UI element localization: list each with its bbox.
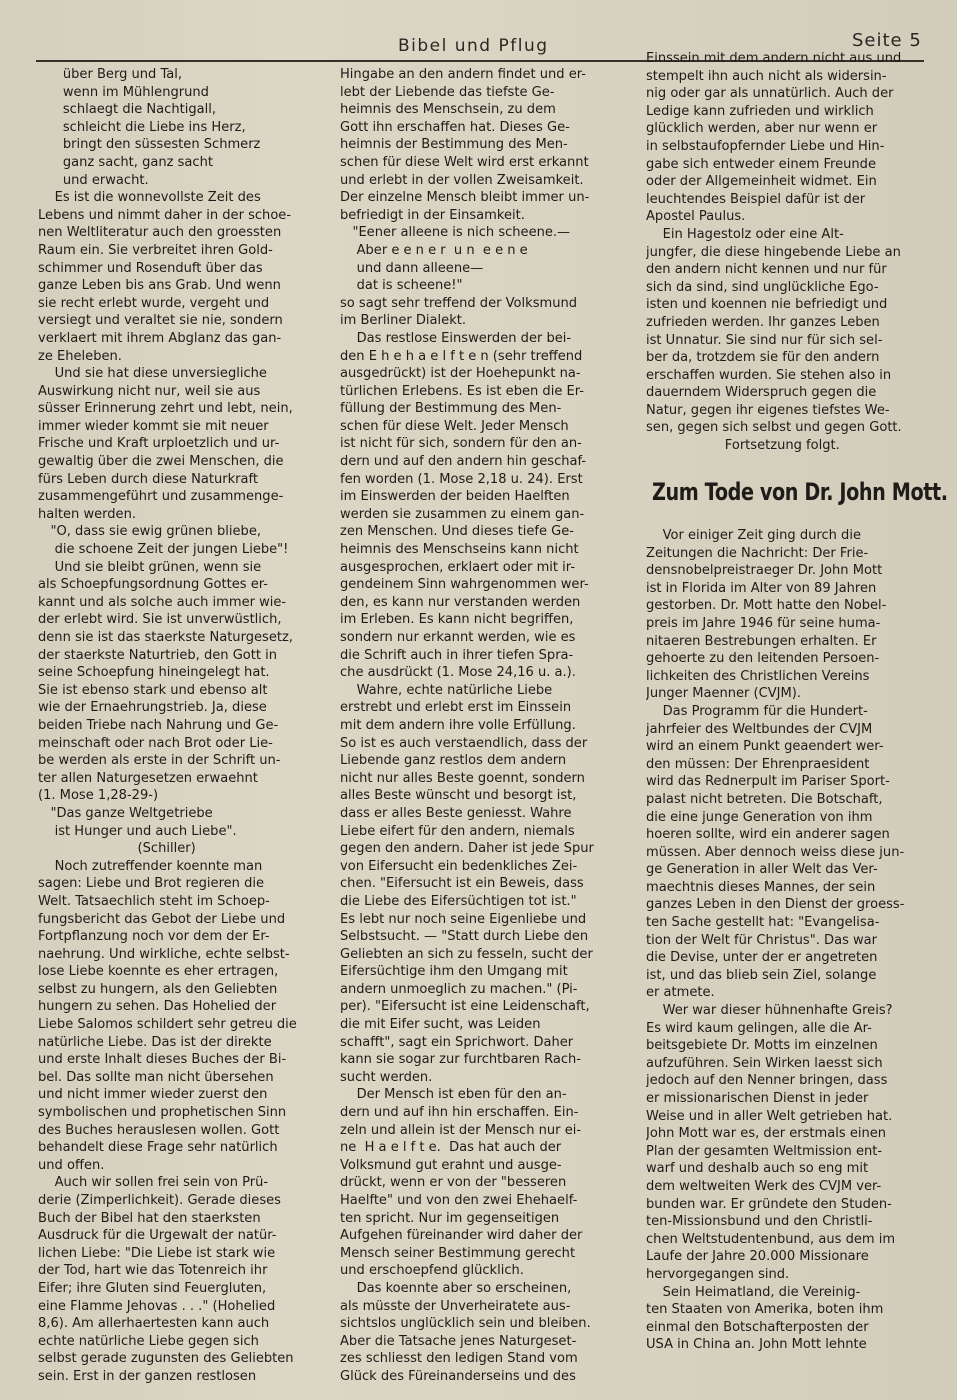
text-line: lebt der Liebende das tiefste Ge- xyxy=(340,84,555,100)
text-line: Auch wir sollen frei sein von Prü- xyxy=(38,1175,269,1191)
text-line: versiegt und veraltet sie nie, sondern xyxy=(38,313,283,329)
text-line: ten spricht. Nur im gegenseitigen xyxy=(340,1210,560,1226)
text-line: er atmete. xyxy=(646,985,715,1001)
text-line: müssen. Aber dennoch weiss diese jun- xyxy=(646,844,905,860)
text-column-3-article xyxy=(646,527,942,1400)
text-line: schleicht die Liebe ins Herz, xyxy=(38,119,246,135)
text-line: zusammengeführt und zusammenge- xyxy=(38,489,284,505)
text-line: sein. Erst in der ganzen restlosen xyxy=(38,1368,257,1384)
text-line: Einssein mit dem andern nicht aus und xyxy=(646,51,902,66)
text-line: ist nicht für sich, sondern für den an- xyxy=(340,436,582,452)
article-headline: Zum Tode von Dr. John Mott. xyxy=(652,478,948,506)
text-line: Es lebt nur noch seine Eigenliebe und xyxy=(340,911,587,927)
text-line: füllung der Bestimmung des Men- xyxy=(340,401,562,417)
text-line: Aber die Tatsache jenes Naturgeset- xyxy=(340,1333,577,1349)
text-line: Liebe eifert für den andern, niemals xyxy=(340,823,575,839)
text-line: dauerndem Widerspruch gegen die xyxy=(646,385,877,401)
text-line: jedoch auf den Nenner bringen, dass xyxy=(646,1073,888,1089)
text-line: eine Flamme Jehovas . . ." (Hohelied xyxy=(38,1298,276,1314)
text-line: den E h e h a e l f t e n (sehr treffend xyxy=(340,348,583,364)
text-line: Sein Heimatland, die Vereinig- xyxy=(646,1284,861,1300)
text-line: Ausdruck für die Urgewalt der natür- xyxy=(38,1228,277,1244)
text-line: ausgesprochen, erklaert oder mit ir- xyxy=(340,559,576,575)
text-line: dat is scheene!" xyxy=(340,278,463,294)
text-line: lichen Liebe: "Die Liebe ist stark wie xyxy=(38,1245,276,1261)
text-line: gegen den andern. Daher ist jede Spur xyxy=(340,841,594,857)
text-line: stempelt ihn auch nicht als widersin- xyxy=(646,68,887,84)
text-line: gestorben. Dr. Mott hatte den Nobel- xyxy=(646,598,887,614)
text-line: Aber e e n e r u n e e n e xyxy=(340,242,528,258)
text-line: jahrfeier des Weltbundes der CVJM xyxy=(646,721,873,737)
text-column-2 xyxy=(340,66,640,1400)
text-line: Glück des Füreinanderseins und des xyxy=(340,1368,576,1384)
text-line: Welt. Tatsaechlich steht im Schoep- xyxy=(38,893,270,909)
text-line: drückt, wenn er von der "besseren xyxy=(340,1175,567,1191)
text-line: maechtnis dieses Mannes, der sein xyxy=(646,879,876,895)
text-line: Apostel Paulus. xyxy=(646,209,746,225)
text-line: lichkeiten des Christlichen Vereins xyxy=(646,668,870,684)
text-line: der erlebt wird. Sie ist unverwüstlich, xyxy=(38,612,282,628)
text-line: chen. "Eifersucht ist ein Beweis, dass xyxy=(340,876,584,892)
text-line: zes schliesst den ledigen Stand vom xyxy=(340,1351,578,1367)
text-line: und erwacht. xyxy=(38,172,149,188)
text-line: erschaffen wurden. Sie stehen also in xyxy=(646,367,892,383)
text-line: Geliebten an sich zu fesseln, sucht der xyxy=(340,946,593,962)
text-line: hoeren sollte, wird ein anderer sagen xyxy=(646,827,890,843)
text-line: die Liebe des Eifersüchtigen tot ist." xyxy=(340,893,577,909)
text-line: den müssen: Der Ehrenpraesident xyxy=(646,756,870,772)
text-line: im Berliner Dialekt. xyxy=(340,313,467,329)
text-line: Frische und Kraft urploetzlich und ur- xyxy=(38,436,280,452)
text-line: beitsgebiete Dr. Motts im einzelnen xyxy=(646,1038,878,1054)
text-line: Vor einiger Zeit ging durch die xyxy=(646,528,861,543)
text-line: Noch zutreffender koennte man xyxy=(38,858,263,874)
text-line: über Berg und Tal, xyxy=(38,67,183,82)
text-column-1 xyxy=(38,66,334,1400)
text-line: heimnis des Menschsein, zu dem xyxy=(340,102,556,118)
text-line: nitaeren Bestrebungen erhalten. Er xyxy=(646,633,877,649)
text-line: und erschoepfend glücklich. xyxy=(340,1263,524,1279)
text-line: fungsbericht das Gebot der Liebe und xyxy=(38,911,286,927)
text-line: wird an einem Punkt geaendert wer- xyxy=(646,739,884,755)
text-line: Plan der gesamten Weltmission ent- xyxy=(646,1143,883,1159)
text-line: Volksmund gut erahnt und ausge- xyxy=(340,1157,562,1173)
text-line: ter allen Naturgesetzen erwaehnt xyxy=(38,770,258,786)
text-line: die Devise, unter der er angetreten xyxy=(646,950,878,966)
text-line: Der einzelne Mensch bleibt immer un- xyxy=(340,190,590,206)
text-line: selbst zu hungern, als den Geliebten xyxy=(38,981,278,997)
text-line: der Tod, hart wie das Totenreich ihr xyxy=(38,1263,268,1279)
text-line: schlaegt die Nachtigall, xyxy=(38,102,217,118)
text-line: heimnis des Menschseins kann nicht xyxy=(340,542,579,558)
text-line: einmal den Botschafterposten der xyxy=(646,1319,869,1335)
text-line: schen für diese Welt. Jeder Mensch xyxy=(340,418,569,434)
text-line: ten Staaten von Amerika, boten ihm xyxy=(646,1302,884,1318)
text-line: oder der Allgemeinheit widmet. Ein xyxy=(646,174,877,190)
text-line: jungfer, die diese hingebende Liebe an xyxy=(646,244,901,260)
text-line: naehrung. Und wirkliche, echte selbst- xyxy=(38,946,290,962)
text-line: zeln und allein ist der Mensch nur ei- xyxy=(340,1122,582,1138)
text-line: Fortpflanzung noch vor dem der Er- xyxy=(38,929,270,945)
text-line: isten und koennen nie befriedigt und xyxy=(646,297,888,313)
text-line: dass er alles Beste geniesst. Wahre xyxy=(340,805,572,821)
text-line: Lebens und nimmt daher in der schoe- xyxy=(38,207,292,223)
text-line: leuchtendes Beispiel dafür ist der xyxy=(646,191,866,207)
text-line: bunden war. Er gründete den Studen- xyxy=(646,1196,892,1212)
text-line: schen für diese Welt wird erst erkannt xyxy=(340,154,589,170)
text-line: ist, und das blieb sein Ziel, solange xyxy=(646,967,877,983)
text-line: erstrebt und erlebt erst im Einssein xyxy=(340,700,572,716)
text-line: Und sie bleibt grünen, wenn sie xyxy=(38,559,262,575)
text-line: Das koennte aber so erscheinen, xyxy=(340,1280,572,1296)
text-line: palast nicht betreten. Die Botschaft, xyxy=(646,791,883,807)
text-line: meinschaft oder nach Brot oder Lie- xyxy=(38,735,273,751)
text-line: bel. Das sollte man nicht übersehen xyxy=(38,1069,274,1085)
text-line: echte natürliche Liebe gegen sich xyxy=(38,1333,259,1349)
text-line: alles Beste wünscht und besorgt ist, xyxy=(340,788,577,804)
text-line: ze Eheleben. xyxy=(38,348,122,364)
text-line: er missionarischen Dienst in jeder xyxy=(646,1091,869,1106)
text-line: ganze Leben bis ans Grab. Und wenn xyxy=(38,278,281,294)
text-line: den andern nicht kennen und nur für xyxy=(646,262,887,278)
text-line: gendeinem Sinn wahrgenommen wer- xyxy=(340,577,589,593)
text-line: ganzes Leben in den Dienst der groess- xyxy=(646,897,905,913)
text-line: und erlebt in der vollen Zweisamkeit. xyxy=(340,172,584,188)
text-line: werden sie zusammen zu einem gan- xyxy=(340,506,585,522)
text-line: sich da sind, sind unglückliche Ego- xyxy=(646,279,879,295)
text-line: verklaert mit ihrem Abglanz das gan- xyxy=(38,330,282,346)
text-line: süsser Erinnerung zehrt und lebt, nein, xyxy=(38,401,293,417)
text-line: nicht nur alles Beste goennt, sondern xyxy=(340,770,585,786)
text-line: aufzuführen. Sein Wirken laesst sich xyxy=(646,1055,883,1071)
text-line: seine Schoepfung hineingelegt hat. xyxy=(38,665,270,681)
text-line: Laufe der Jahre 20.000 Missionare xyxy=(646,1249,869,1265)
text-line: Das restlose Einswerden der bei- xyxy=(340,330,572,346)
text-line: von Eifersucht ein bedenkliches Zei- xyxy=(340,858,578,874)
text-line: Weise und in aller Welt getrieben hat. xyxy=(646,1108,893,1124)
text-line: schafft", sagt ein Sprichwort. Daher xyxy=(340,1034,574,1050)
text-line: bringt den süssesten Schmerz xyxy=(38,137,261,153)
text-line: zen Menschen. Und dieses tiefe Ge- xyxy=(340,524,575,540)
text-line: beiden Triebe nach Nahrung und Ge- xyxy=(38,717,279,733)
text-line: Es ist die wonnevollste Zeit des xyxy=(38,190,261,206)
text-line: Liebende ganz restlos dem andern xyxy=(340,753,567,769)
text-line: gabe sich entweder einem Freunde xyxy=(646,156,876,172)
text-line: ist Hunger und auch Liebe". xyxy=(38,823,237,839)
text-line: ber da, trotzdem sie für den andern xyxy=(646,350,880,366)
text-line: Wer war dieser hühnenhafte Greis? xyxy=(646,1003,893,1019)
running-header-title: Bibel und Pflug xyxy=(398,36,549,56)
text-line: hungern zu sehen. Das Hohelied der xyxy=(38,999,277,1015)
text-line: türlichen Erlebens. Es ist eben die Er- xyxy=(340,383,584,399)
text-line: die schoene Zeit der jungen Liebe"! xyxy=(38,542,289,558)
text-line: der staerkste Naturtrieb, den Gott in xyxy=(38,647,278,663)
text-line: im Einswerden der beiden Haelften xyxy=(340,489,570,505)
text-line: selbst gerade zugunsten des Geliebten xyxy=(38,1351,294,1367)
text-line: Der Mensch ist eben für den an- xyxy=(340,1087,567,1103)
text-line: Hingabe an den andern findet und er- xyxy=(340,67,586,82)
text-line: halten werden. xyxy=(38,506,137,522)
text-line: Junger Maenner (CVJM). xyxy=(646,686,802,702)
text-line: als Schoepfungsordnung Gottes er- xyxy=(38,577,268,593)
text-line: Selbstsucht. — "Statt durch Liebe den xyxy=(340,929,589,945)
text-line: tion der Welt für Christus". Das war xyxy=(646,932,878,948)
text-line: dern und auf ihn hin erschaffen. Ein- xyxy=(340,1105,579,1121)
text-line: "O, dass sie ewig grünen bliebe, xyxy=(38,524,262,540)
text-line: John Mott war es, der erstmals einen xyxy=(646,1126,887,1142)
text-line: Ledige kann zufrieden und wirklich xyxy=(646,103,874,119)
text-line: wenn im Mühlengrund xyxy=(38,84,209,100)
text-line: ist in Florida im Alter von 89 Jahren xyxy=(646,580,877,596)
text-line: die eine junge Generation von ihm xyxy=(646,809,873,825)
text-line: Auswirkung nicht nur, weil sie aus xyxy=(38,383,261,399)
text-line: Haelfte" und von den zwei Ehehaelf- xyxy=(340,1193,578,1208)
text-line: als müsste der Unverheiratete aus- xyxy=(340,1298,571,1314)
text-line: lose Liebe koennte es eher ertragen, xyxy=(38,964,279,980)
text-line: behandelt diese Frage sehr natürlich xyxy=(38,1140,278,1156)
text-line: symbolischen und prophetischen Sinn xyxy=(38,1105,287,1121)
text-line: dem weltweiten Werk des CVJM ver- xyxy=(646,1178,882,1194)
text-line: heimnis der Bestimmung des Men- xyxy=(340,137,568,153)
text-line: sucht werden. xyxy=(340,1069,433,1085)
text-line: be werden als erste in der Schrift un- xyxy=(38,753,281,769)
text-line: (Schiller) xyxy=(38,841,196,857)
text-line: andern unmoeglich zu machen." (Pi- xyxy=(340,981,578,997)
text-line: dern und auf den andern hin geschaf- xyxy=(340,454,587,470)
text-line: Und sie hat diese unversiegliche xyxy=(38,366,267,382)
text-line: densnobelpreistraeger Dr. John Mott xyxy=(646,563,883,579)
text-line: Das Programm für die Hundert- xyxy=(646,703,868,719)
text-line: sie recht erlebt wurde, vergeht und xyxy=(38,295,270,311)
text-line: und nicht immer wieder zuerst den xyxy=(38,1087,268,1103)
text-line: "Das ganze Weltgetriebe xyxy=(38,805,213,821)
text-line: kann sie sogar zur furchtbaren Rach- xyxy=(340,1052,582,1068)
text-line: Sie ist ebenso stark und ebenso alt xyxy=(38,682,268,698)
text-line: befriedigt in der Einsamkeit. xyxy=(340,207,525,223)
text-line: Es wird kaum gelingen, alle die Ar- xyxy=(646,1020,872,1036)
text-line: natürliche Liebe. Das ist der direkte xyxy=(38,1034,272,1050)
text-line: nig oder gar als unnatürlich. Auch der xyxy=(646,86,894,102)
text-line: und dann alleene— xyxy=(340,260,484,276)
text-line: ausgedrückt) ist der Hoehepunkt na- xyxy=(340,366,581,382)
text-line: ten-Missionsbund und den Christli- xyxy=(646,1214,873,1230)
text-line: ist Unnatur. Sie sind nur für sich sel- xyxy=(646,332,883,348)
text-line: Eifersüchtige ihm den Umgang mit xyxy=(340,964,568,980)
text-line: gehoerte zu den leitenden Persoen- xyxy=(646,651,880,667)
text-line: So ist es auch verstaendlich, dass der xyxy=(340,735,588,751)
text-line: immer wieder kommt sie mit neuer xyxy=(38,418,269,434)
text-line: sondern nur erkannt werden, wie es xyxy=(340,630,576,645)
text-line: warf und deshalb auch so eng mit xyxy=(646,1161,869,1177)
text-line: in selbstaufopfernder Liebe und Hin- xyxy=(646,138,885,154)
text-line: Ein Hagestolz oder eine Alt- xyxy=(646,226,844,242)
text-line: ne H a e l f t e. Das hat auch der xyxy=(340,1140,562,1156)
text-line: Liebe Salomos schildert sehr getreu die xyxy=(38,1017,297,1033)
text-line: fürs Leben durch diese Naturkraft xyxy=(38,471,258,487)
text-line: Aufgehen füreinander wird daher der xyxy=(340,1228,583,1244)
text-line: (1. Mose 1,28-29-) xyxy=(38,788,159,804)
text-line: und offen. xyxy=(38,1157,105,1173)
text-line: Buch der Bibel hat den staerksten xyxy=(38,1210,261,1226)
text-line: ganz sacht, ganz sacht xyxy=(38,154,213,170)
text-line: Zeitungen die Nachricht: Der Frie- xyxy=(646,545,869,561)
text-line: 8,6). Am allerhaertesten kann auch xyxy=(38,1316,270,1332)
text-line: des Buches herauslesen wollen. Gott xyxy=(38,1122,280,1138)
text-line: sagen: Liebe und Brot regieren die xyxy=(38,876,265,892)
text-line: schimmer und Rosenduft über das xyxy=(38,260,263,276)
text-line: glücklich werden, aber nur wenn er xyxy=(646,121,878,137)
text-line: Eifer; ihre Gluten sind Feuergluten, xyxy=(38,1280,267,1296)
text-line: kannt und als solche auch immer wie- xyxy=(38,594,287,610)
text-line: wie der Ernaehrungstrieb. Ja, diese xyxy=(38,700,267,716)
text-line: sen, gegen sich selbst und gegen Gott. xyxy=(646,420,902,436)
text-line: nen Weltliteratur auch den groessten xyxy=(38,225,282,241)
text-line: so sagt sehr treffend der Volksmund xyxy=(340,295,578,311)
text-line: per). "Eifersucht ist eine Leidenschaft, xyxy=(340,999,590,1015)
text-line: hervorgegangen sind. xyxy=(646,1266,790,1282)
text-line: mit dem andern ihre volle Erfüllung. xyxy=(340,717,576,733)
page-number: Seite 5 xyxy=(852,30,922,51)
text-line: che ausdrückt (1. Mose 24,16 u. a.). xyxy=(340,665,576,681)
text-line: die mit Eifer sucht, was Leiden xyxy=(340,1017,541,1033)
text-line: chen Weltstudentenbund, aus dem im xyxy=(646,1231,896,1247)
text-line: im Erleben. Es kann nicht begriffen, xyxy=(340,612,574,628)
text-line: die Schrift auch in ihrer tiefen Spra- xyxy=(340,647,574,663)
text-line: Raum ein. Sie verbreitet ihren Gold- xyxy=(38,242,273,258)
text-line: derie (Zimperlichkeit). Gerade dieses xyxy=(38,1193,281,1208)
text-line: preis im Jahre 1946 für seine huma- xyxy=(646,615,881,631)
text-line: wird das Rednerpult im Pariser Sport- xyxy=(646,774,890,790)
text-line: fen worden (1. Mose 2,18 u. 24). Erst xyxy=(340,471,583,487)
text-line: und erste Inhalt dieses Buches der Bi- xyxy=(38,1052,287,1068)
text-line: Fortsetzung folgt. xyxy=(646,438,840,454)
text-line: Wahre, echte natürliche Liebe xyxy=(340,682,553,698)
text-line: Mensch seiner Bestimmung gerecht xyxy=(340,1245,576,1261)
text-line: Natur, gegen ihr eigenes tiefstes We- xyxy=(646,402,890,418)
text-line: "Eener alleene is nich scheene.— xyxy=(340,225,571,241)
text-line: zufrieden werden. Ihr ganzes Leben xyxy=(646,314,880,330)
text-line: sichtslos unglücklich sein und bleiben. xyxy=(340,1316,591,1332)
text-line: denn sie ist das staerkste Naturgesetz, xyxy=(38,630,293,645)
text-line: USA in China an. John Mott lehnte xyxy=(646,1337,867,1353)
text-line: gewaltig über die zwei Menschen, die xyxy=(38,454,284,470)
text-line: den, es kann nur verstanden werden xyxy=(340,594,581,610)
text-line: ten Sache gestellt hat: "Evangelisa- xyxy=(646,915,880,931)
text-line: ge Generation in aller Welt das Ver- xyxy=(646,862,878,878)
text-line: Gott ihn erschaffen hat. Dieses Ge- xyxy=(340,119,570,135)
